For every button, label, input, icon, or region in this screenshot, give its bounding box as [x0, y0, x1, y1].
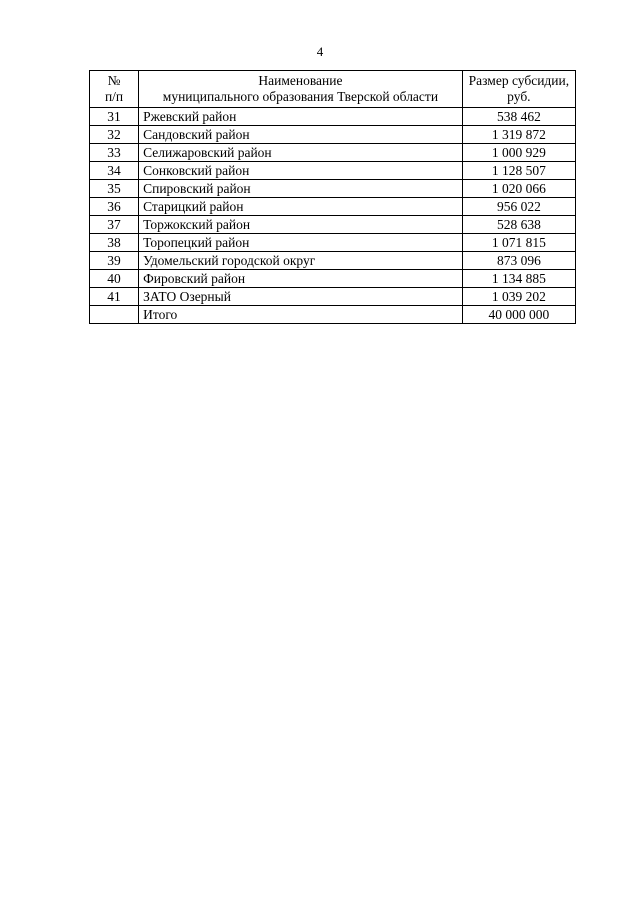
table-row — [90, 144, 576, 162]
row-amount: 1 319 872 — [462, 126, 575, 144]
table-row — [90, 234, 576, 252]
row-name: Сандовский район — [139, 126, 463, 144]
total-number — [90, 306, 139, 324]
row-amount: 1 071 815 — [462, 234, 575, 252]
row-number: 35 — [90, 180, 139, 198]
header-name — [139, 71, 463, 108]
row-amount: 1 128 507 — [462, 162, 575, 180]
header-amount — [462, 71, 575, 108]
row-amount: 1 039 202 — [462, 288, 575, 306]
table-row — [90, 126, 576, 144]
header-amount-line1: Размер субсидии, — [468, 73, 570, 88]
row-amount: 1 020 066 — [462, 180, 575, 198]
total-amount: 40 000 000 — [462, 306, 575, 324]
row-number: 31 — [90, 108, 139, 126]
row-amount: 1 000 929 — [462, 144, 575, 162]
row-amount: 873 096 — [462, 252, 575, 270]
header-number-line2: п/п — [104, 89, 124, 104]
row-name: Селижаровский район — [139, 144, 463, 162]
row-name: Старицкий район — [139, 198, 463, 216]
row-name: Фировский район — [139, 270, 463, 288]
row-name: Торопецкий район — [139, 234, 463, 252]
subsidy-table — [89, 70, 576, 324]
row-name: Сонковский район — [139, 162, 463, 180]
table-row — [90, 180, 576, 198]
row-number: 36 — [90, 198, 139, 216]
row-number: 39 — [90, 252, 139, 270]
table-row — [90, 270, 576, 288]
row-amount: 538 462 — [462, 108, 575, 126]
header-name-line2: муниципального образования Тверской области — [162, 89, 439, 104]
row-name: Торжокский район — [139, 216, 463, 234]
header-amount-line2: руб. — [507, 89, 531, 104]
row-name: ЗАТО Озерный — [139, 288, 463, 306]
row-name: Ржевский район — [139, 108, 463, 126]
table-row — [90, 108, 576, 126]
row-number: 32 — [90, 126, 139, 144]
total-row — [90, 306, 576, 324]
table-row — [90, 162, 576, 180]
row-number: 33 — [90, 144, 139, 162]
header-number-line1: № — [107, 73, 121, 88]
row-name: Спировский район — [139, 180, 463, 198]
table-row — [90, 288, 576, 306]
table-header-row — [90, 71, 576, 108]
total-label: Итого — [139, 306, 463, 324]
table-row — [90, 216, 576, 234]
table-row — [90, 252, 576, 270]
row-number: 38 — [90, 234, 139, 252]
header-number — [90, 71, 139, 108]
row-number: 34 — [90, 162, 139, 180]
page-number: 4 — [316, 44, 324, 59]
row-name: Удомельский городской округ — [139, 252, 463, 270]
row-amount: 956 022 — [462, 198, 575, 216]
header-name-line1: Наименование — [258, 73, 343, 88]
row-amount: 1 134 885 — [462, 270, 575, 288]
table-row — [90, 198, 576, 216]
row-amount: 528 638 — [462, 216, 575, 234]
row-number: 40 — [90, 270, 139, 288]
row-number: 41 — [90, 288, 139, 306]
row-number: 37 — [90, 216, 139, 234]
